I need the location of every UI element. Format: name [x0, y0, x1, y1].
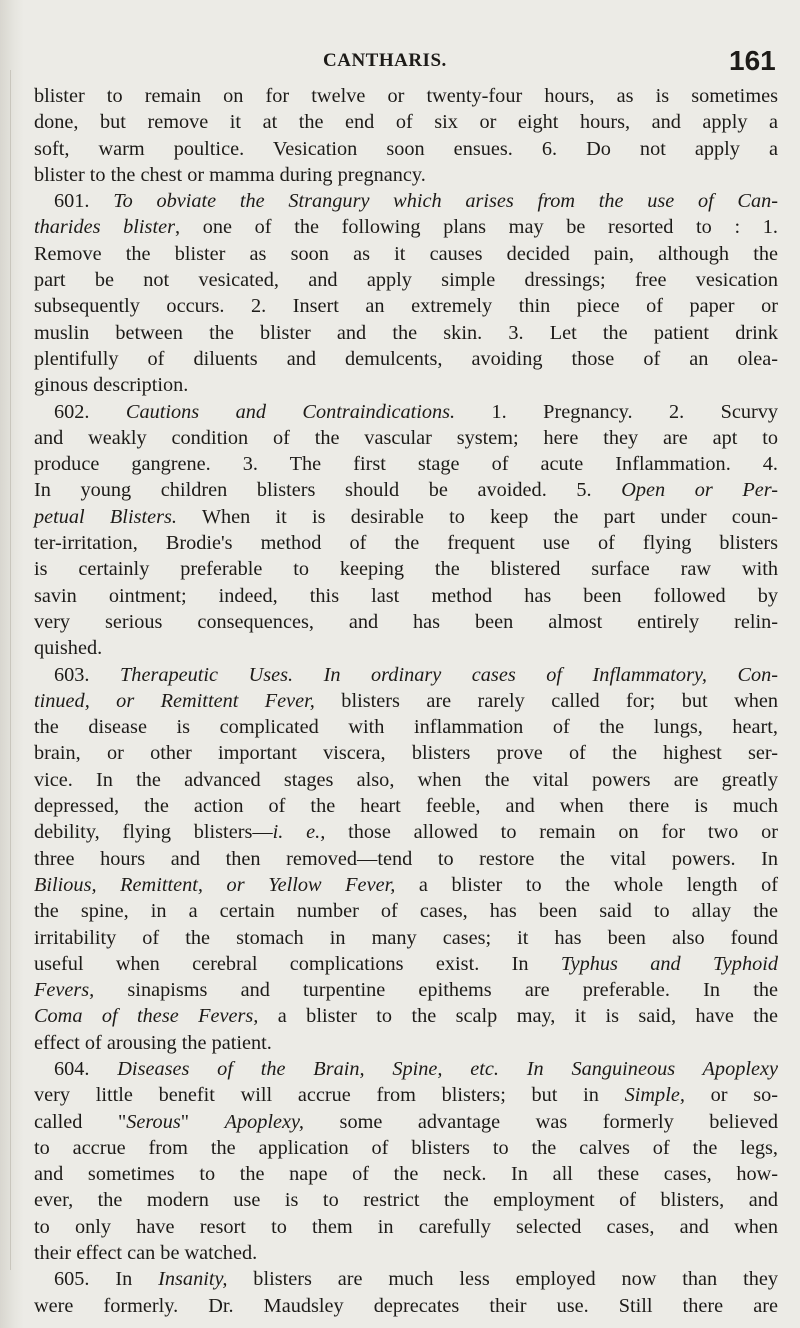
italic-run: Cautions and Contraindications. — [125, 400, 456, 423]
text-line — [34, 819, 778, 845]
page-number: 161 — [729, 45, 776, 76]
text-run: debility, flying blisters— — [34, 821, 273, 844]
body-text — [34, 83, 778, 1319]
text-run: the disease is complicated with inflammation of the lungs, heart, — [34, 716, 778, 739]
running-title: CANTHARIS. — [323, 50, 447, 71]
text-line — [34, 214, 778, 240]
italic-run: Open or Per- — [621, 479, 778, 502]
text-line — [34, 320, 778, 346]
text-line — [34, 1293, 778, 1319]
text-run: called " — [34, 1110, 127, 1133]
text-run: 605. In — [54, 1268, 159, 1291]
text-run: or so- — [684, 1084, 778, 1107]
text-line — [34, 267, 778, 293]
text-run: 603. — [54, 663, 121, 686]
text-run: is certainly preferable to keeping the blistered surface raw with — [34, 558, 778, 581]
text-line — [34, 556, 778, 582]
page-header — [0, 46, 800, 78]
text-line — [34, 583, 778, 609]
text-line — [34, 635, 778, 661]
text-run: ginous description. — [34, 374, 189, 397]
text-run: 602. — [54, 400, 126, 423]
text-line — [34, 767, 778, 793]
text-line — [34, 1109, 778, 1135]
text-run: Remove the blister as soon as it causes decided pain, although the — [34, 242, 778, 265]
text-line — [34, 109, 778, 135]
text-run: ter-irritation, Brodie's method of the frequent use of flying blisters — [34, 532, 778, 555]
text-line — [34, 846, 778, 872]
italic-run: tharides blister — [34, 216, 175, 239]
text-line — [34, 688, 778, 714]
text-line — [34, 662, 778, 688]
text-run: three hours and then removed—tend to restore the vital powers. In — [34, 847, 778, 870]
text-run: some advantage was formerly believed — [303, 1110, 778, 1133]
italic-run: i. e., — [272, 821, 326, 844]
text-run: done, but remove it at the end of six or eight hours, and apply a — [34, 111, 778, 134]
text-run: those allowed to remain on for two or — [325, 821, 779, 844]
text-line — [34, 1187, 778, 1213]
text-line — [34, 1266, 778, 1292]
text-line — [34, 83, 778, 109]
text-run: muslin between the blister and the skin. 3. Let the patient drink — [34, 321, 778, 344]
italic-run: Coma of these Fevers, — [34, 1005, 259, 1028]
text-run: plentifully of diluents and demulcents, avoiding those of an olea- — [34, 347, 778, 370]
text-run: depressed, the action of the heart feeble, and when there is much — [34, 795, 778, 818]
text-line — [34, 188, 778, 214]
text-run: produce gangrene. 3. The first stage of acute Inflammation. 4. — [34, 453, 778, 476]
italic-run: To obviate the Strangury which arises from the use of Can- — [113, 190, 778, 213]
text-run: ever, the modern use is to restrict the employment of blisters, and — [34, 1189, 778, 1212]
text-run: blisters are much less employed now than they — [227, 1268, 778, 1291]
text-run: to accrue from the application of blisters to the calves of the legs, — [34, 1136, 778, 1159]
text-run: part be not vesicated, and apply simple dressings; free vesication — [34, 269, 778, 292]
text-line — [34, 136, 778, 162]
italic-run: Apoplexy, — [224, 1110, 304, 1133]
italic-run: petual Blisters. — [34, 505, 177, 528]
text-run: savin ointment; indeed, this last method has been followed by — [34, 584, 778, 607]
text-run: blisters are rarely called for; but when — [314, 689, 778, 712]
text-run: subsequently occurs. 2. Insert an extremely thin piece of paper or — [34, 295, 778, 318]
text-line — [34, 1003, 778, 1029]
text-line — [34, 1161, 778, 1187]
page-edge-shadow — [0, 0, 24, 1328]
italic-run: Typhus and Typhoid — [560, 952, 778, 975]
text-run: the spine, in a certain number of cases, has been said to allay the — [34, 900, 778, 923]
text-run: vice. In the advanced stages also, when the vital powers are greatly — [34, 768, 778, 791]
text-line — [34, 872, 778, 898]
text-run: brain, or other important viscera, blisters prove of the highest ser- — [34, 742, 778, 765]
italic-run: Serous — [126, 1110, 181, 1133]
text-line — [34, 977, 778, 1003]
text-line — [34, 1214, 778, 1240]
italic-run: tinued, or Remittent Fever, — [34, 689, 315, 712]
text-run: their effect can be watched. — [34, 1242, 258, 1265]
text-run: very little benefit will accrue from blisters; but in — [34, 1084, 625, 1107]
text-line — [34, 241, 778, 267]
text-run: irritability of the stomach in many cases; it has been also found — [34, 926, 778, 949]
text-line — [34, 425, 778, 451]
text-line — [34, 609, 778, 635]
text-run: 601. — [54, 190, 114, 213]
text-run: sinapisms and turpentine epithems are preferable. In the — [94, 979, 778, 1002]
text-line — [34, 372, 778, 398]
text-run: and sometimes to the nape of the neck. In all these cases, how- — [34, 1163, 778, 1186]
text-line — [34, 714, 778, 740]
text-run: a blister to the scalp may, it is said, have the — [258, 1005, 778, 1028]
text-run: When it is desirable to keep the part under coun- — [176, 505, 778, 528]
text-line — [34, 951, 778, 977]
text-run: to only have resort to them in carefully selected cases, and when — [34, 1215, 778, 1238]
text-run: 1. Pregnancy. 2. Scurvy — [455, 400, 779, 423]
text-line — [34, 793, 778, 819]
text-run: effect of arousing the patient. — [34, 1031, 272, 1054]
text-line — [34, 1240, 778, 1266]
text-line — [34, 346, 778, 372]
text-run: blister to remain on for twelve or twenty-four hours, as is sometimes — [34, 85, 778, 107]
text-line — [34, 504, 778, 530]
text-run: In young children blisters should be avoided. 5. — [34, 479, 622, 502]
text-run: blister to the chest or mamma during pregnancy. — [34, 163, 426, 186]
text-line — [34, 898, 778, 924]
text-line — [34, 1135, 778, 1161]
text-run: and weakly condition of the vascular system; here they are apt to — [34, 426, 778, 449]
italic-run: Simple, — [624, 1084, 685, 1107]
binding-edge-line — [10, 70, 11, 1270]
text-line — [34, 399, 778, 425]
text-line — [34, 530, 778, 556]
text-run: were formerly. Dr. Maudsley deprecates their use. Still there are — [34, 1294, 778, 1317]
text-run: very serious consequences, and has been almost entirely relin- — [34, 610, 778, 633]
text-line — [34, 1056, 778, 1082]
text-run: useful when cerebral complications exist. In — [34, 952, 561, 975]
text-run: a blister to the whole length of — [395, 873, 778, 896]
italic-run: Insanity, — [158, 1268, 228, 1291]
text-line — [34, 1030, 778, 1056]
italic-run: Fevers, — [34, 979, 95, 1002]
text-line — [34, 162, 778, 188]
text-line — [34, 740, 778, 766]
text-run: , one of the following plans may be resorted to : 1. — [174, 216, 778, 239]
text-run: 604. — [54, 1057, 118, 1080]
text-line — [34, 925, 778, 951]
text-run: " — [180, 1110, 225, 1133]
text-run: soft, warm poultice. Vesication soon ensues. 6. Do not apply a — [34, 137, 778, 160]
italic-run: Diseases of the Brain, Spine, etc. In Sanguineous Apoplexy — [117, 1057, 778, 1080]
text-line — [34, 1082, 778, 1108]
text-line — [34, 293, 778, 319]
italic-run: Bilious, Remittent, or Yellow Fever, — [34, 873, 396, 896]
text-line — [34, 451, 778, 477]
text-line — [34, 477, 778, 503]
text-run: quished. — [34, 637, 103, 660]
italic-run: Therapeutic Uses. In ordinary cases of Inflammatory, Con- — [120, 663, 779, 686]
